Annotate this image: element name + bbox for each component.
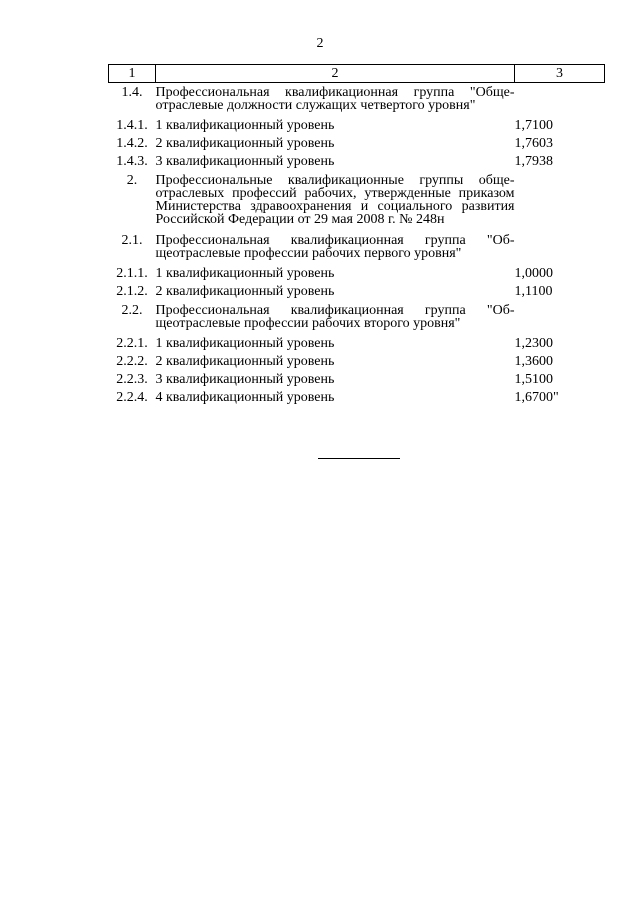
row-value [515,231,605,265]
end-of-document-rule [318,458,400,459]
row-value [515,171,605,231]
table-row [109,389,605,407]
row-number: 2.2. [121,303,143,318]
row-value [515,83,605,118]
row-number: 1.4. [121,85,143,100]
row-value: 1,2300 [514,336,553,351]
table-row [109,265,605,283]
row-value: 1,1100 [514,284,553,299]
table-row [109,335,605,353]
row-text: Профессиональные квалификационные группы общеотраслевых профессий рабочих, утвержденные приказом Министерства здравоохранения и социального развития Российской Федерации от 29 мая 2008 г. № 248н [155,173,515,227]
page-number: 2 [316,36,324,51]
row-text: Профессиональная квалификационная группа "Общеотраслевые профессии рабочих первого уровня" [155,233,515,261]
row-value: 1,7603 [514,136,553,151]
row-text: 2 квалификационный уровень [155,136,335,151]
table-row [109,153,605,171]
table-row [109,283,605,301]
row-number: 2.2.2. [116,354,148,369]
header-col-1: 1 [109,65,156,83]
row-value: 1,7938 [514,154,553,169]
row-number: 1.4.2. [116,136,148,151]
row-number: 1.4.3. [116,154,148,169]
row-text: Профессиональная квалификационная группа "Общеотраслевые профессии рабочих второго уровня" [155,303,515,331]
row-number: 2.2.3. [116,372,148,387]
table-row [109,231,605,265]
row-number: 1.4.1. [116,118,148,133]
row-number: 2. [126,173,138,188]
row-value: 1,3600 [514,354,553,369]
table-row [109,83,605,118]
row-text: 1 квалификационный уровень [155,266,335,281]
header-col-2: 2 [156,65,515,83]
row-text: 3 квалификационный уровень [155,154,335,169]
row-value: 1,5100 [514,372,553,387]
row-number: 2.2.1. [116,336,148,351]
table-row [109,301,605,335]
row-text: 2 квалификационный уровень [155,354,335,369]
row-text: 1 квалификационный уровень [155,118,335,133]
row-text: 4 квалификационный уровень [155,390,335,405]
table-row [109,135,605,153]
row-text: 3 квалификационный уровень [155,372,335,387]
row-number: 2.1.1. [116,266,148,281]
table-row [109,371,605,389]
row-value [515,301,605,335]
row-text: Профессиональная квалификационная группа "Общеотраслевые должности служащих четвертого уровня" [155,85,515,113]
row-value: 1,6700" [514,390,559,405]
table-header [109,65,605,83]
row-value: 1,0000 [514,266,553,281]
header-col-3: 3 [515,65,605,83]
row-number: 2.1. [121,233,143,248]
row-text: 2 квалификационный уровень [155,284,335,299]
coefficients-table [108,64,605,407]
table-row [109,353,605,371]
row-text: 1 квалификационный уровень [155,336,335,351]
table-body [109,83,605,408]
row-value: 1,7100 [514,118,553,133]
row-number: 2.1.2. [116,284,148,299]
row-number: 2.2.4. [116,390,148,405]
table-row [109,117,605,135]
table-row [109,171,605,231]
